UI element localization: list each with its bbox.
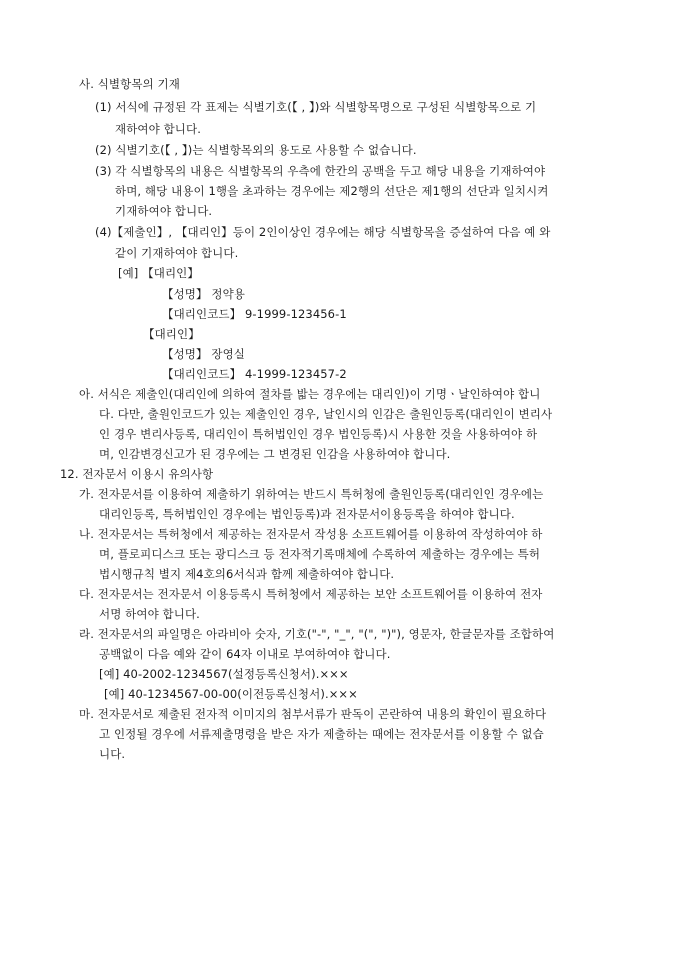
item-ma-line-2: 고 인정될 경우에 서류제출명령을 받은 자가 제출하는 때에는 전자문서를 이용할 수 없습: [99, 727, 544, 741]
item-ma-line-3: 니다.: [99, 747, 126, 761]
example-name-1: 【성명】 정약용: [162, 287, 245, 301]
item-1-line-2: 재하여야 합니다.: [115, 122, 201, 136]
item-ra-example-1: [예] 40-2002-1234567(설정등록신청서).×××: [99, 667, 349, 681]
item-da-line-1: 다. 전자문서는 전자문서 이용등록시 특허청에서 제공하는 보안 소프트웨어를 이용하여 전자: [79, 587, 543, 601]
item-na-line-1: 나. 전자문서는 특허청에서 제공하는 전자문서 작성용 소프트웨어를 이용하여 작성하여야 하: [79, 527, 543, 541]
section-a-line-4: 며, 인감변경신고가 된 경우에는 그 변경된 인감을 사용하여야 합니다.: [99, 447, 451, 461]
section-a-line-3: 인 경우 변리사등록, 대리인이 특허법인인 경우 법인등록)시 사용한 것을 사용하여야 하: [99, 427, 538, 441]
item-ga-line-2: 대리인등록, 특허법인인 경우에는 법인등록)과 전자문서이용등록을 하여야 합니다.: [99, 507, 515, 521]
item-na-line-2: 며, 플로피디스크 또는 광디스크 등 전자적기록매체에 수록하여 제출하는 경우에는 특허: [99, 547, 541, 561]
item-na-line-3: 법시행규칙 별지 제4호의6서식과 함께 제출하여야 합니다.: [99, 567, 395, 581]
example-agent-code-2: 【대리인코드】 4-1999-123457-2: [162, 367, 347, 381]
example-agent-heading-2: 【대리인】: [143, 327, 200, 341]
example-agent-heading: [예] 【대리인】: [118, 266, 199, 280]
item-3-line-1: (3) 각 식별항목의 내용은 식별항목의 우측에 한칸의 공백을 두고 해당 내용을 기재하여야: [95, 164, 546, 178]
item-2-line-1: (2) 식별기호(【 , 】)는 식별항목외의 용도로 사용할 수 없습니다.: [95, 143, 417, 157]
item-4-line-2: 같이 기재하여야 합니다.: [115, 246, 239, 260]
item-1-line-1: (1) 서식에 규정된 각 표제는 식별기호(【 , 】)와 식별항목명으로 구성된 식별항목으로 기: [95, 100, 537, 114]
item-ra-example-2: [예] 40-1234567-00-00(이전등록신청서).×××: [104, 687, 358, 701]
item-ga-line-1: 가. 전자문서를 이용하여 제출하기 위하여는 반드시 특허청에 출원인등록(대리인인 경우에는: [79, 487, 544, 501]
section-sa-heading: 사. 식별항목의 기재: [79, 77, 180, 91]
example-agent-code-1: 【대리인코드】 9-1999-123456-1: [162, 307, 347, 321]
section-12-heading: 12. 전자문서 이용시 유의사항: [60, 467, 214, 481]
item-ra-line-2: 공백없이 다음 예와 같이 64자 이내로 부여하여야 합니다.: [99, 647, 391, 661]
item-3-line-2: 하며, 해당 내용이 1행을 초과하는 경우에는 제2행의 선단은 제1행의 선단과 일치시켜: [115, 184, 549, 198]
item-ra-line-1: 라. 전자문서의 파일명은 아라비아 숫자, 기호("-", "_", "(", ")"), 영문자, 한글문자를 조합하여: [79, 627, 555, 641]
section-a-line-2: 다. 다만, 출원인코드가 있는 제출인인 경우, 날인시의 인감은 출원인등록(대리인이 변리사: [99, 407, 553, 421]
item-3-line-3: 기재하여야 합니다.: [115, 204, 213, 218]
item-da-line-2: 서명 하여야 합니다.: [99, 607, 200, 621]
section-a-line-1: 아. 서식은 제출인(대리인에 의하여 절차를 밟는 경우에는 대리인)이 기명ㆍ날인하여야 합니: [79, 387, 541, 401]
item-ma-line-1: 마. 전자문서로 제출된 전자적 이미지의 첨부서류가 판독이 곤란하여 내용의 확인이 필요하다: [79, 707, 547, 721]
example-name-2: 【성명】 장영실: [162, 347, 245, 361]
item-4-line-1: (4)【제출인】, 【대리인】등이 2인이상인 경우에는 해당 식별항목을 증설하여 다음 예 와: [95, 225, 551, 239]
